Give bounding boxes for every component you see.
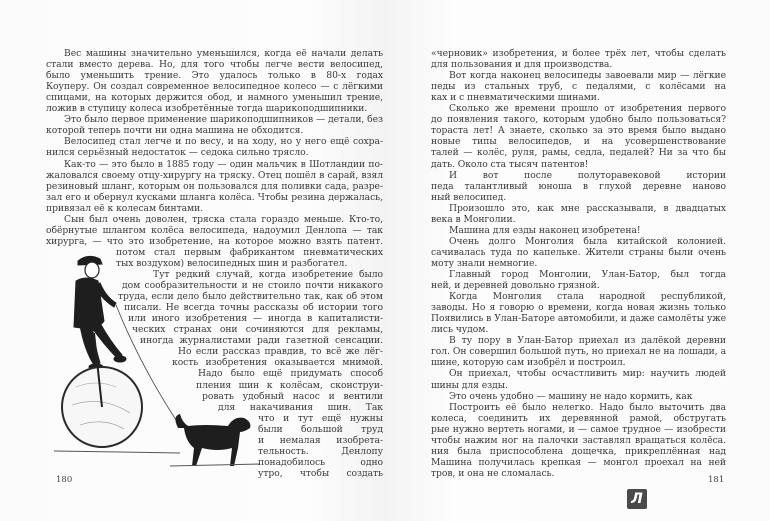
text-line: для накачивания шин. Так <box>218 401 383 413</box>
text-line: были большой труд <box>258 423 383 435</box>
text-line: Тут редкий случай, когда изобретение было <box>153 269 383 280</box>
text-line: пления шин к колёсам, сконструи- <box>196 379 383 391</box>
text-line: Вот когда наконец велосипеды завоевали мир — лёгкие <box>449 70 726 82</box>
page-number-left: 180 <box>56 475 73 485</box>
text-line: Коуперу. Он создал современное велосипедное колесо — с лёгкими <box>46 81 383 93</box>
text-line: резиновый шланг, которым он пользовался для поливки сада, разре- <box>46 180 383 192</box>
text-line: кость изобретения оказывается мнимой. <box>172 357 383 369</box>
text-line: колеса, соединить их деревянной рамой, обстругать <box>431 412 726 424</box>
text-line: И вот после полуторавековой истории <box>449 169 726 181</box>
text-line: Велосипед стал легче и по весу, и на ходу, но у него ещё сохра- <box>64 136 383 148</box>
text-line: Вес машины значительно уменьшился, когда её начали делать <box>64 48 383 59</box>
text-line: шины для езды. <box>431 379 508 391</box>
text-line: сачивалась туда по капельке. Жители страны были очень <box>431 246 726 258</box>
text-line: ровать удобный насос и вентили <box>202 390 383 402</box>
text-line: талей — колёс, руля, рамы, седла, педалей? Ни за что бы <box>431 147 726 159</box>
text-line: до появления такого, которым удобно было пользоваться? <box>431 114 726 126</box>
text-line: Это было первое применение шарикоподшипников — детали, без <box>64 114 383 126</box>
text-line: иногда журналистами ради газетной сенсации. <box>140 335 383 347</box>
text-line: зал его и обернул кусками шланга колёса. Чтобы резина держалась, <box>46 191 383 203</box>
text-line: чтобы нажим ног на палочки заставлял вращаться колёса. <box>431 434 726 446</box>
text-line: ках и с пневматическими шинами. <box>431 92 600 104</box>
text-line: Как-то — это было в 1885 году — один мальчик в Шотландии по- <box>64 158 383 170</box>
text-line: потом стал первым фабрикантом пневматических <box>116 246 383 258</box>
text-line: обёрнутые шлангом колёса велосипеда, надоумил Денлопа — так <box>46 224 383 236</box>
text-line: и немалая изобрета- <box>258 434 383 446</box>
unicycle-wheel <box>62 333 142 447</box>
text-line: века в Монголии. <box>431 213 516 225</box>
text-line: тров, и она не сломалась. <box>431 467 555 479</box>
text-line: «черновик» изобретения, и более трёх лет, чтобы сделать <box>431 48 726 59</box>
text-line: Сколько же времени прошло от изобретения первого <box>449 103 726 115</box>
text-line: тораста лет! А знаете, сколько за это время было выдано <box>431 125 726 137</box>
text-line: Сын был очень доволен, тряска стала гораздо меньше. Кто-то, <box>64 213 383 225</box>
text-line: новые типы велосипедов, и на усовершенствование <box>431 136 726 148</box>
labirint-logo-icon: Л <box>627 489 647 509</box>
text-line: рые нужно вертеть ногами, и — самое трудное — изобрести <box>431 423 726 435</box>
text-line: тельность. Денлопу <box>258 445 383 457</box>
text-line: Построить её было нелегко. Надо было выточить два <box>449 401 726 413</box>
text-line: стали вместо дерева. Но, для того чтобы легче вести велосипед, <box>46 59 383 71</box>
page-number-right: 181 <box>708 475 725 485</box>
text-line: утро, чтобы создать <box>258 467 383 479</box>
text-line: педы из стальных труб, с педалями, с колёсами на <box>431 81 726 93</box>
text-line: Когда Монголия стала народной республикой, <box>449 291 726 303</box>
text-line: ложив в ступицу колеса изобретённые тогда шарикоподшипники. <box>46 103 368 115</box>
text-line: ней, и деревней довольно грязной. <box>431 280 600 292</box>
rider-figure <box>74 256 126 370</box>
text-line: для пользования и для производства. <box>431 59 613 71</box>
text-line: писали. Не всегда точны рассказы об истории того <box>124 302 383 314</box>
dog-illustration <box>170 410 260 470</box>
text-line: Но если рассказ правдив, то всё же лёг- <box>178 346 383 358</box>
text-line: спицами, на которых держится обод, и намного уменьшил трение, <box>46 92 383 104</box>
text-line: что и тут ещё нужны <box>258 412 383 424</box>
text-line: понадобилось одно <box>258 456 383 468</box>
text-line: дом сообразительности и не стоило почти никакого <box>122 280 383 292</box>
text-line: дать. Около ста тысяч патентов! <box>431 158 589 170</box>
text-line: Появились в Улан-Баторе автомобили, и даже самолёты уже <box>431 313 726 325</box>
text-line: тых воздухом) велосипедных шин и разбогател. <box>116 257 348 269</box>
text-line: лись чудом. <box>431 324 489 336</box>
text-line: Машина для езды наконец изобретена! <box>449 224 641 236</box>
text-line: ческих странах они сочиняются для рекламы, <box>132 324 383 336</box>
text-line: Очень долго Монголия была китайской колонией. <box>449 235 726 247</box>
text-line: Машина получилась крепкая — монгол проехал на ней <box>431 456 726 468</box>
text-line: или иного изобретения — иногда в капиталисти- <box>128 313 383 325</box>
text-line: гол. Он совершил большой путь, но приехал не на лошади, а <box>431 346 726 358</box>
text-line: привязал её к колесам бинтами. <box>46 202 204 214</box>
text-line: Это очень удобно — машину не надо кормить, как <box>449 390 693 402</box>
text-line: заводы. Но я говорю о времени, когда новая жизнь только <box>431 302 726 314</box>
text-line: было уменьшить трение. Это удалось только в 80-х годах <box>46 70 383 82</box>
text-line: педа талантливый юноша в глухой деревне наново <box>431 180 726 192</box>
text-line: Надо было ещё придумать способ <box>198 368 383 380</box>
text-line: жаловался своему отцу-хирургу на тряску. Отец пошёл в сарай, взял <box>46 169 383 181</box>
text-line: ный велосипед. <box>431 191 507 203</box>
text-line: нился серьёзный недостаток — седока сильно трясло. <box>46 147 309 159</box>
ground-line <box>54 451 180 453</box>
text-line: В ту пору в Улан-Батор приехал из далёкой деревни <box>449 335 726 347</box>
text-line: Он приехал, чтобы осчастливить мир: научить людей <box>449 368 726 380</box>
text-line: Главный город Монголии, Улан-Батор, был тогда <box>449 269 726 280</box>
text-line: которой теперь почти ни одна машина не обходится. <box>46 125 304 137</box>
text-line: Произошло это, как мне рассказывали, в двадцатых <box>449 202 726 214</box>
text-line: ния была приспособлена дощечка, прикреплённая над <box>431 445 726 457</box>
text-line: шине, которую сам изобрёл и построил. <box>431 357 626 369</box>
text-line: моту знали немногие. <box>431 257 538 269</box>
text-line: хирурга, — что это изобретение, на которое можно взять патент. <box>46 235 383 247</box>
text-line: труда, если дело было действительно так, как об этом <box>118 291 383 303</box>
